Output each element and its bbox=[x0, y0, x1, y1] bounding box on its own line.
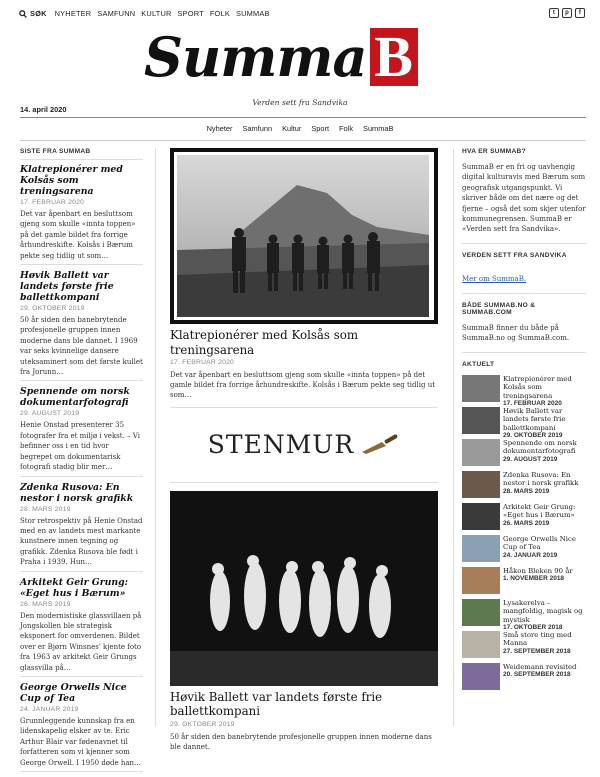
post-title[interactable]: Høvik Ballett var landets første frie ballettkompani bbox=[20, 270, 114, 304]
top-nav-sport[interactable]: SPORT bbox=[177, 9, 204, 18]
stenmur-ad-banner[interactable] bbox=[170, 407, 438, 483]
recent-date: 29. AUGUST 2019 bbox=[503, 455, 558, 463]
current-date: 14. april 2020 bbox=[20, 105, 67, 114]
recent-date: 17. OKTOBER 2018 bbox=[503, 624, 563, 632]
list-item[interactable] bbox=[20, 577, 143, 677]
second-post bbox=[170, 491, 438, 752]
post-thumbnail[interactable] bbox=[462, 407, 500, 434]
featured-image[interactable] bbox=[170, 148, 438, 324]
top-nav-kultur[interactable]: KULTUR bbox=[141, 9, 172, 18]
top-bar bbox=[0, 0, 600, 26]
post-thumbnail[interactable] bbox=[462, 503, 500, 530]
post-thumbnail[interactable] bbox=[462, 663, 500, 690]
list-item[interactable] bbox=[462, 503, 586, 532]
recent-date: 17. FEBRUAR 2020 bbox=[503, 400, 562, 408]
more-about-link[interactable]: Mer om SummaB. bbox=[462, 274, 527, 283]
post-date: 29. AUGUST 2019 bbox=[20, 410, 80, 418]
list-item[interactable] bbox=[20, 482, 143, 572]
ad-text: STENMUR bbox=[207, 430, 355, 460]
post-thumbnail[interactable] bbox=[462, 567, 500, 594]
post-date: 17. FEBRUAR 2020 bbox=[20, 199, 85, 206]
about-text: SummaB er en fri og uavhengig digital kulturavis med Bærum som geografisk utgangspunkt. Vi skriver både om det nære og det fjerne – også det som skjer utenfor kommunegrensen. SummaB er «Verden sett fra Sandvika». bbox=[462, 163, 586, 234]
post-title[interactable]: Arkitekt Geir Grung: «Eget hus i Bærum» bbox=[20, 576, 129, 599]
recent-title[interactable]: Weidemann revisited bbox=[503, 662, 577, 671]
site-tagline: Verden sett fra Sandvika bbox=[252, 98, 348, 107]
post-title[interactable]: George Orwells Nice Cup of Tea bbox=[20, 681, 127, 704]
search-label: SØK bbox=[30, 9, 47, 18]
main-column bbox=[170, 148, 438, 752]
post-excerpt: Stor retrospektiv på Henie Onstad med en av landets mest markante kunstnere innen tegning og grafikk. Zdenka Rusova ble født i Praha i 1939. Hun… bbox=[20, 516, 143, 567]
logo-wordmark: Summa bbox=[144, 25, 367, 89]
twitter-icon[interactable]: t bbox=[549, 8, 559, 18]
recent-title[interactable]: Zdenka Rusova: En nestor i norsk grafikk bbox=[503, 470, 579, 488]
list-item[interactable] bbox=[462, 535, 586, 564]
about-block bbox=[462, 148, 586, 244]
ballet-image[interactable] bbox=[170, 491, 438, 686]
recent-title[interactable]: George Orwells Nice Cup of Tea bbox=[503, 534, 576, 552]
recent-date: 28. MARS 2019 bbox=[503, 487, 550, 495]
top-nav-nyheter[interactable]: NYHETER bbox=[54, 9, 92, 18]
trowel-icon bbox=[360, 434, 400, 456]
post-title[interactable]: Spennende om norsk dokumentarfotografi bbox=[20, 386, 130, 409]
top-nav-samfunn[interactable]: SAMFUNN bbox=[97, 9, 136, 18]
post-excerpt: Henie Onstad presenterer 35 fotografer fra et miljø i vekst. – Vi befinner oss i en tid hvor begrepet om dokumentarisk fotografi stadig blir mer… bbox=[20, 421, 140, 472]
climbers-photo bbox=[177, 155, 429, 317]
facebook-icon[interactable]: f bbox=[575, 8, 585, 18]
recent-title[interactable]: Håkon Bleken 90 år bbox=[503, 566, 573, 575]
list-item[interactable] bbox=[462, 598, 586, 632]
sidebar bbox=[462, 148, 586, 695]
top-nav-folk[interactable]: FOLK bbox=[209, 9, 230, 18]
search-button[interactable] bbox=[19, 9, 47, 18]
post-thumbnail[interactable] bbox=[462, 471, 500, 498]
recent-date: 24. JANUAR 2019 bbox=[503, 551, 558, 559]
recent-date: 26. MARS 2019 bbox=[503, 519, 550, 527]
nav-summab[interactable]: SummaB bbox=[363, 124, 394, 133]
post-excerpt: Det var åpenbart en besluttsom gjeng som skulle «innta toppen» på det gamle bildet fra forrige århundreskifte. Kolsås i Bærum pekte seg tidlig ut som… bbox=[20, 210, 136, 260]
nav-sport[interactable]: Sport bbox=[311, 124, 330, 133]
list-item[interactable] bbox=[20, 164, 143, 265]
logo-b-block: B bbox=[370, 28, 418, 86]
top-nav bbox=[19, 9, 276, 18]
about-heading: HVA ER SUMMAB? bbox=[462, 148, 526, 155]
post-thumbnail[interactable] bbox=[462, 631, 500, 658]
search-icon bbox=[19, 10, 27, 18]
post-thumbnail[interactable] bbox=[462, 439, 500, 466]
post-excerpt: 50 år siden den banebrytende profesjonelle gruppen innen moderne dans ble dannet. bbox=[170, 732, 432, 751]
site-logo[interactable] bbox=[144, 24, 418, 89]
recent-list bbox=[462, 375, 586, 692]
post-excerpt: Det var åpenbart en besluttsom gjeng som skulle «innta toppen» på det gamle bildet fra forrige århundreskifte. Kolsås i Bærum pekte seg tidlig ut som… bbox=[170, 371, 436, 400]
nav-kultur[interactable]: Kultur bbox=[282, 124, 302, 133]
featured-post bbox=[170, 148, 438, 401]
post-date: 29. OKTOBER 2019 bbox=[20, 305, 85, 313]
domains-heading: BÅDE SUMMAB.NO & SUMMAB.COM bbox=[462, 301, 536, 316]
recent-title[interactable]: Små store ting med Manna bbox=[503, 630, 572, 648]
list-item[interactable] bbox=[462, 406, 586, 440]
column-divider-left bbox=[155, 148, 156, 726]
post-thumbnail[interactable] bbox=[462, 535, 500, 562]
post-title[interactable]: Klatrepionérer med Kolsås som treningsarena bbox=[170, 328, 359, 357]
list-item[interactable] bbox=[462, 471, 586, 500]
list-item[interactable] bbox=[462, 567, 586, 596]
post-title[interactable]: Zdenka Rusova: En nestor i norsk grafikk bbox=[20, 481, 134, 504]
recent-title[interactable]: Lysakerelva – mangfoldig, magisk og mystisk bbox=[503, 598, 583, 624]
post-date: 24. JANUAR 2019 bbox=[20, 705, 79, 713]
nav-nyheter[interactable]: Nyheter bbox=[206, 124, 233, 133]
post-excerpt: Den modernistiske glassvillaen på Jongskollen ble strategisk eksponert for omverdenen. Bildet over er Bjørn Winsnes' kjente foto fra 1963 av arkitekt Geir Grungs glassvilla på… bbox=[20, 611, 142, 672]
social-links bbox=[546, 8, 585, 18]
recent-title[interactable]: Klatrepionérer med Kolsås som treningsarena bbox=[503, 374, 572, 400]
nav-divider bbox=[20, 140, 586, 141]
list-item[interactable] bbox=[462, 374, 586, 408]
recent-block bbox=[462, 361, 586, 692]
post-excerpt: 50 år siden den banebrytende profesjonelle gruppen innen moderne dans ble dannet. I 1969 var seks kvinnelige dansere uteksaminert som det første kullet fra Jorunn… bbox=[20, 316, 143, 377]
recent-title[interactable]: Spennende om norsk dokumentarfotografi bbox=[503, 438, 577, 456]
list-item[interactable] bbox=[462, 663, 586, 692]
post-thumbnail[interactable] bbox=[462, 375, 500, 402]
latest-heading: SISTE FRA SUMMAB bbox=[20, 148, 143, 160]
dancers-photo bbox=[170, 491, 438, 686]
header-divider bbox=[20, 117, 586, 118]
post-thumbnail[interactable] bbox=[462, 599, 500, 626]
main-nav bbox=[0, 124, 600, 133]
list-item[interactable] bbox=[20, 682, 143, 772]
tagline-block bbox=[462, 252, 586, 294]
post-title[interactable]: Høvik Ballett var landets første frie ballettkompani bbox=[170, 689, 383, 719]
recent-title[interactable]: Høvik Ballett var landets første frie ballettkompani bbox=[503, 406, 566, 432]
post-date: 28. MARS 2019 bbox=[20, 505, 71, 513]
recent-heading: AKTUELT bbox=[462, 360, 495, 368]
latest-posts-column bbox=[20, 148, 143, 777]
domains-text: SummaB finner du både på SummaB.no og SummaB.com. bbox=[462, 323, 570, 343]
list-item[interactable] bbox=[462, 439, 586, 468]
recent-date: 27. SEPTEMBER 2018 bbox=[503, 647, 571, 655]
post-title[interactable]: Klatrepionérer med Kolsås som treningsarena bbox=[20, 164, 123, 197]
recent-title[interactable]: Arkitekt Geir Grung: «Eget hus i Bærum» bbox=[503, 502, 576, 520]
recent-date: 29. OKTOBER 2019 bbox=[503, 432, 563, 440]
domains-block bbox=[462, 302, 586, 353]
tagline-heading: VERDEN SETT FRA SANDVIKA bbox=[462, 251, 567, 259]
list-item[interactable] bbox=[20, 270, 143, 381]
post-date: 29. OKTOBER 2019 bbox=[170, 720, 235, 728]
list-item[interactable] bbox=[462, 631, 586, 660]
post-date: 17. FEBRUAR 2020 bbox=[170, 359, 235, 366]
pinterest-icon[interactable]: p bbox=[562, 8, 572, 18]
recent-date: 20. SEPTEMBER 2018 bbox=[503, 671, 571, 679]
top-nav-summab[interactable]: SUMMAB bbox=[235, 9, 270, 18]
post-excerpt: Grunnleggende kunnskap fra en lidenskapelig elsker av te. Eric Arthur Blair var fødenavnet til forfatteren som vi kjenner som George Orwell. I 1950 døde han… bbox=[20, 716, 142, 767]
list-item[interactable] bbox=[20, 386, 143, 476]
nav-samfunn[interactable]: Samfunn bbox=[242, 124, 273, 133]
nav-folk[interactable]: Folk bbox=[339, 124, 354, 133]
post-date: 26. MARS 2019 bbox=[20, 600, 71, 608]
recent-date: 1. NOVEMBER 2018 bbox=[503, 575, 565, 583]
column-divider-right bbox=[453, 148, 454, 726]
